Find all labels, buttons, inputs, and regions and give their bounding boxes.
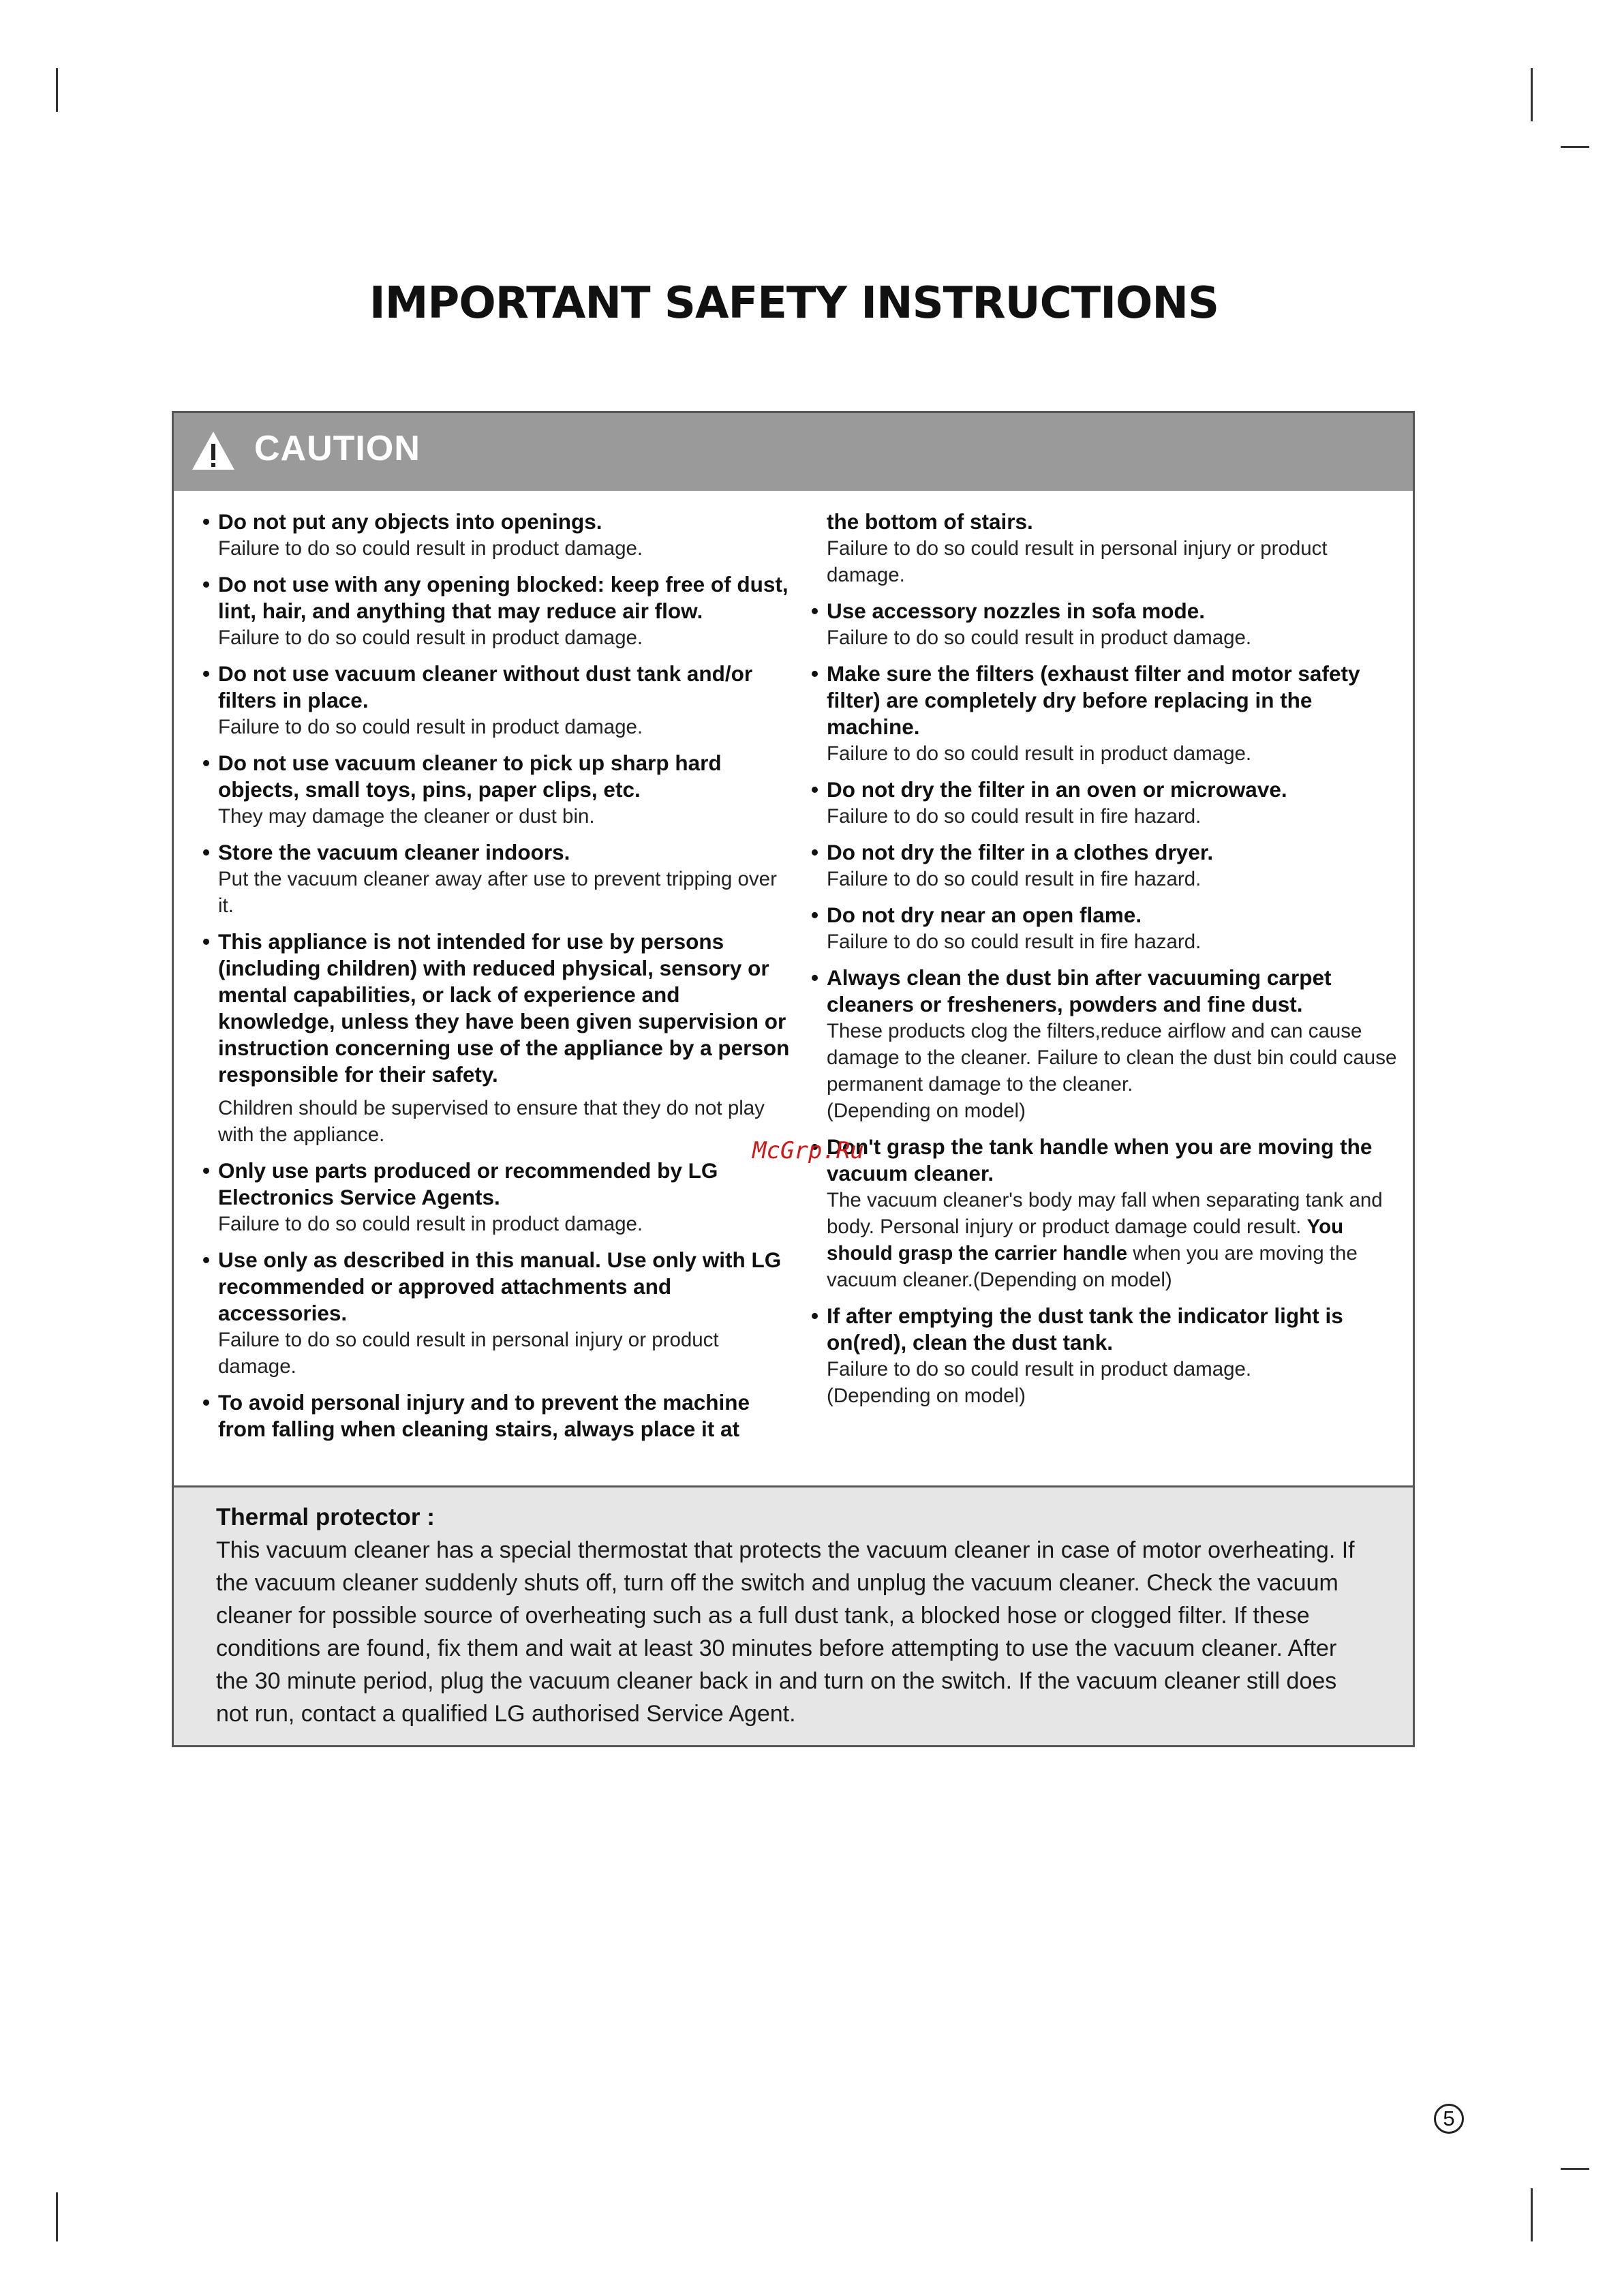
list-item [202,509,795,562]
list-item [811,839,1404,892]
crop-mark [1561,2168,1589,2170]
list-item [811,902,1404,955]
list-item [811,1134,1404,1293]
item-text: They may damage the cleaner or dust bin. [218,805,595,828]
item-text-part: when you are moving the vacuum cleaner.(Depending on model) [827,1242,1358,1291]
item-text: Failure to do so could result in product damage. [218,537,643,560]
list-item [202,661,795,740]
item-note: (Depending on model) [827,1385,1026,1407]
item-text: Failure to do so could result in fire hazard. [827,805,1202,828]
item-text: Failure to do so could result in personal injury or product damage. [827,537,1328,586]
item-text: These products clog the filters,reduce airflow and can cause damage to the cleaner. Failure to clean the dust bin could cause permanent damage to the cleaner. [827,1020,1397,1096]
list-item [202,1158,795,1237]
item-text [811,1187,1404,1293]
caution-label: CAUTION [254,429,420,468]
item-heading: • Do not dry the filter in an oven or microwave. [811,776,1404,803]
item-note: (Depending on model) [827,1100,1026,1122]
item-text: Put the vacuum cleaner away after use to prevent tripping over it. [218,868,777,917]
watermark: McGrp.Ru [752,1137,864,1164]
list-item [811,509,1404,588]
item-text-part: The vacuum cleaner's body may fall when separating tank and body. Personal injury or product damage could result. [827,1189,1383,1238]
item-text-bold: You should grasp the carrier handle [827,1215,1344,1265]
item-heading: • Use accessory nozzles in sofa mode. [811,598,1404,624]
crop-mark [56,2192,58,2241]
crop-mark [1531,2188,1533,2241]
list-item [202,750,795,830]
item-text: Failure to do so could result in product damage. [827,1358,1252,1380]
item-text: Failure to do so could result in product damage. [827,742,1252,765]
item-text: Failure to do so could result in product damage. [218,1213,643,1235]
item-heading: • Use only as described in this manual. Use only with LG recommended or approved attachments and accessories. [202,1247,795,1327]
page-title: IMPORTANT SAFETY INSTRUCTIONS [369,278,1219,329]
item-text: Children should be supervised to ensure that they do not play with the appliance. [218,1097,765,1146]
crop-mark [1531,68,1533,121]
item-heading: • Do not use with any opening blocked: keep free of dust, lint, hair, and anything that may reduce air flow. [202,571,795,624]
right-column [811,509,1404,1419]
item-heading: • Do not use vacuum cleaner to pick up sharp hard objects, small toys, pins, paper clips, etc. [202,750,795,803]
caution-header [174,413,1413,491]
item-heading: • Do not dry near an open flame. [811,902,1404,928]
list-item [811,661,1404,767]
list-item [811,1303,1404,1409]
list-item [811,598,1404,651]
item-text: Failure to do so could result in fire hazard. [827,931,1202,953]
item-text: Failure to do so could result in product damage. [827,626,1252,649]
list-item [202,1247,795,1380]
warning-triangle-icon [191,430,236,471]
item-text: Failure to do so could result in product damage. [218,716,643,738]
item-heading: • Always clean the dust bin after vacuuming carpet cleaners or fresheners, powders and fine dust. [811,965,1404,1018]
list-item [811,965,1404,1124]
item-heading: • Don't grasp the tank handle when you are moving the vacuum cleaner. [811,1134,1404,1187]
thermal-text: This vacuum cleaner has a special thermostat that protects the vacuum cleaner in case of motor overheating. If the vacuum cleaner suddenly shuts off, turn off the switch and unplug the vacuum cleaner. Check the vacuum cleaner for possible source of overheating such as a full dust tank, a blocked hose or clogged filter. If these conditions are found, fix them and wait at least 30 minutes before attempting to use the vacuum cleaner. After the 30 minute period, plug the vacuum cleaner back in and turn on the switch. If the vacuum cleaner still does not run, contact a qualified LG authorised Service Agent. [216,1537,1355,1727]
item-heading: • Do not dry the filter in a clothes dryer. [811,839,1404,866]
item-text: Failure to do so could result in fire hazard. [827,868,1202,890]
list-item [202,839,795,919]
thermal-protector-section [174,1485,1413,1745]
crop-mark [56,68,58,112]
item-text: Failure to do so could result in personal injury or product damage. [218,1329,719,1378]
list-item [202,928,795,1148]
item-heading: • Make sure the filters (exhaust filter and motor safety filter) are completely dry before replacing in the machine. [811,661,1404,740]
item-heading: • To avoid personal injury and to prevent the machine from falling when cleaning stairs, always place it at [202,1389,795,1442]
item-heading: the bottom of stairs. [827,509,1033,534]
list-item [811,776,1404,830]
crop-mark [1561,146,1589,148]
item-text: Failure to do so could result in product damage. [218,626,643,649]
list-item [202,1389,795,1442]
page-number: 5 [1434,2104,1464,2134]
item-heading: • This appliance is not intended for use by persons (including children) with reduced physical, sensory or mental capabilities, or lack of experience and knowledge, unless they have been given supervision or instruction concerning use of the appliance by a person responsible for their safety. [202,928,795,1088]
item-heading: • Only use parts produced or recommended by LG Electronics Service Agents. [202,1158,795,1211]
thermal-title: Thermal protector : [216,1504,435,1530]
caution-box [172,411,1415,1747]
item-heading: • Do not use vacuum cleaner without dust tank and/or filters in place. [202,661,795,714]
item-heading: • Store the vacuum cleaner indoors. [202,839,795,866]
item-heading: • If after emptying the dust tank the indicator light is on(red), clean the dust tank. [811,1303,1404,1356]
left-column [202,509,795,1452]
list-item [202,571,795,651]
item-heading: • Do not put any objects into openings. [202,509,795,535]
